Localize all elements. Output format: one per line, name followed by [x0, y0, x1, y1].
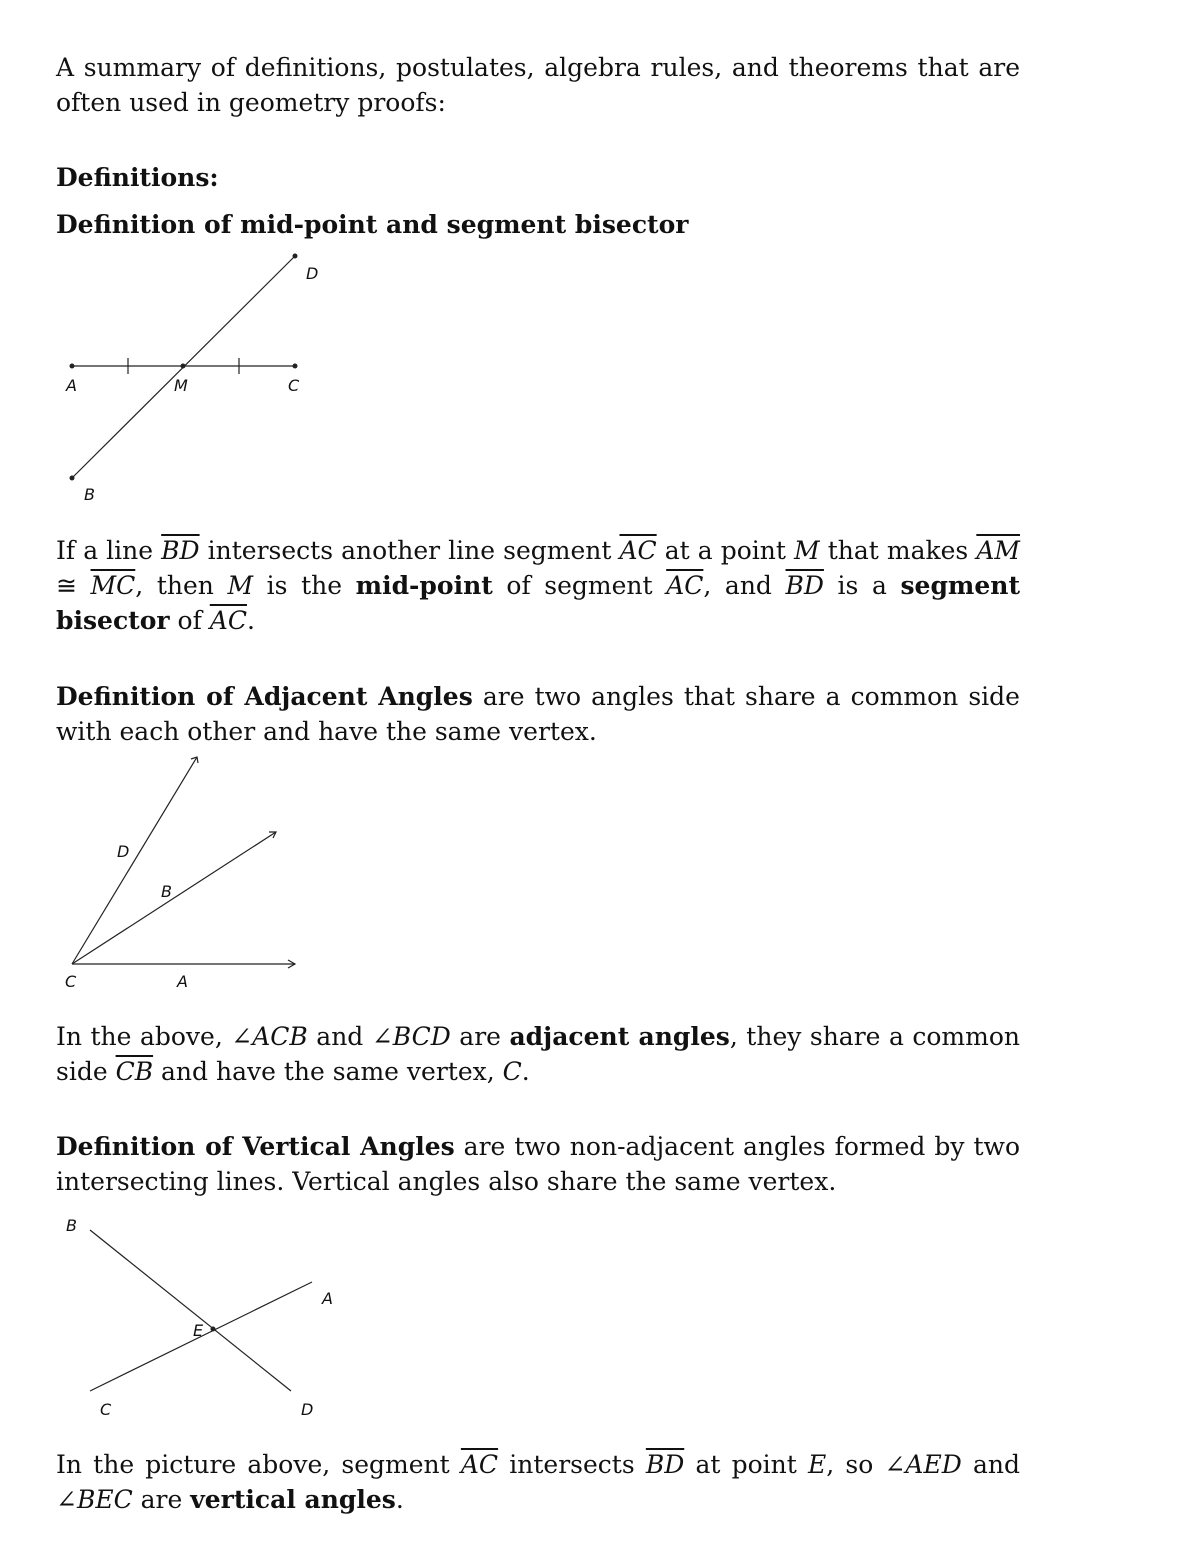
vertical-definition: Definition of Vertical Angles are two non-adjacent angles formed by two intersecting lines. Vertical angles also share the same vertex. [56, 1132, 1021, 1196]
label-m: M [174, 376, 188, 395]
label-c: C [100, 1400, 112, 1419]
midpoint-paragraph: If a line $\overline{BD}$ intersects another line segment $\overline{AC}$ at a point M that makes $\overline{AM}$ ≅ $\overline{MC}$, then M is the mid-point of segment $\overline{AC}$, and $\overline{BD}$ is a segment bisector of $\overline{AC}$. [56, 536, 1021, 635]
label-d: D [301, 1400, 314, 1419]
adjacent-definition: Definition of Adjacent Angles are two angles that share a common side with each other and have the same vertex. [56, 682, 1020, 746]
label-d: D [117, 842, 130, 861]
label-a: A [66, 376, 77, 395]
line-bd [90, 1230, 291, 1391]
adjacent-paragraph: In the above, ∠ACB and ∠BCD are adjacent angles, they share a common side $\overline{CB}$ and have the same vertex, C. [56, 1022, 1020, 1086]
point-e [211, 1327, 216, 1332]
definitions-heading: Definitions: [56, 163, 219, 192]
intro-paragraph: A summary of definitions, postulates, algebra rules, and theorems that are often used in geometry proofs: [56, 53, 1020, 117]
label-b: B [84, 485, 95, 504]
label-d: D [306, 264, 319, 283]
vertical-paragraph: In the picture above, segment $\overline{AC}$ intersects $\overline{BD}$ at point E, so ∠AED and ∠BEC are vertical angles. [56, 1450, 1020, 1514]
label-a: A [322, 1289, 333, 1308]
midpoint-heading: Definition of mid-point and segment bisector [56, 210, 689, 239]
label-e: E [193, 1321, 204, 1340]
label-a: A [177, 972, 188, 991]
label-b: B [66, 1216, 77, 1235]
label-b: B [161, 882, 172, 901]
label-c: C [65, 972, 77, 991]
label-c: C [288, 376, 300, 395]
